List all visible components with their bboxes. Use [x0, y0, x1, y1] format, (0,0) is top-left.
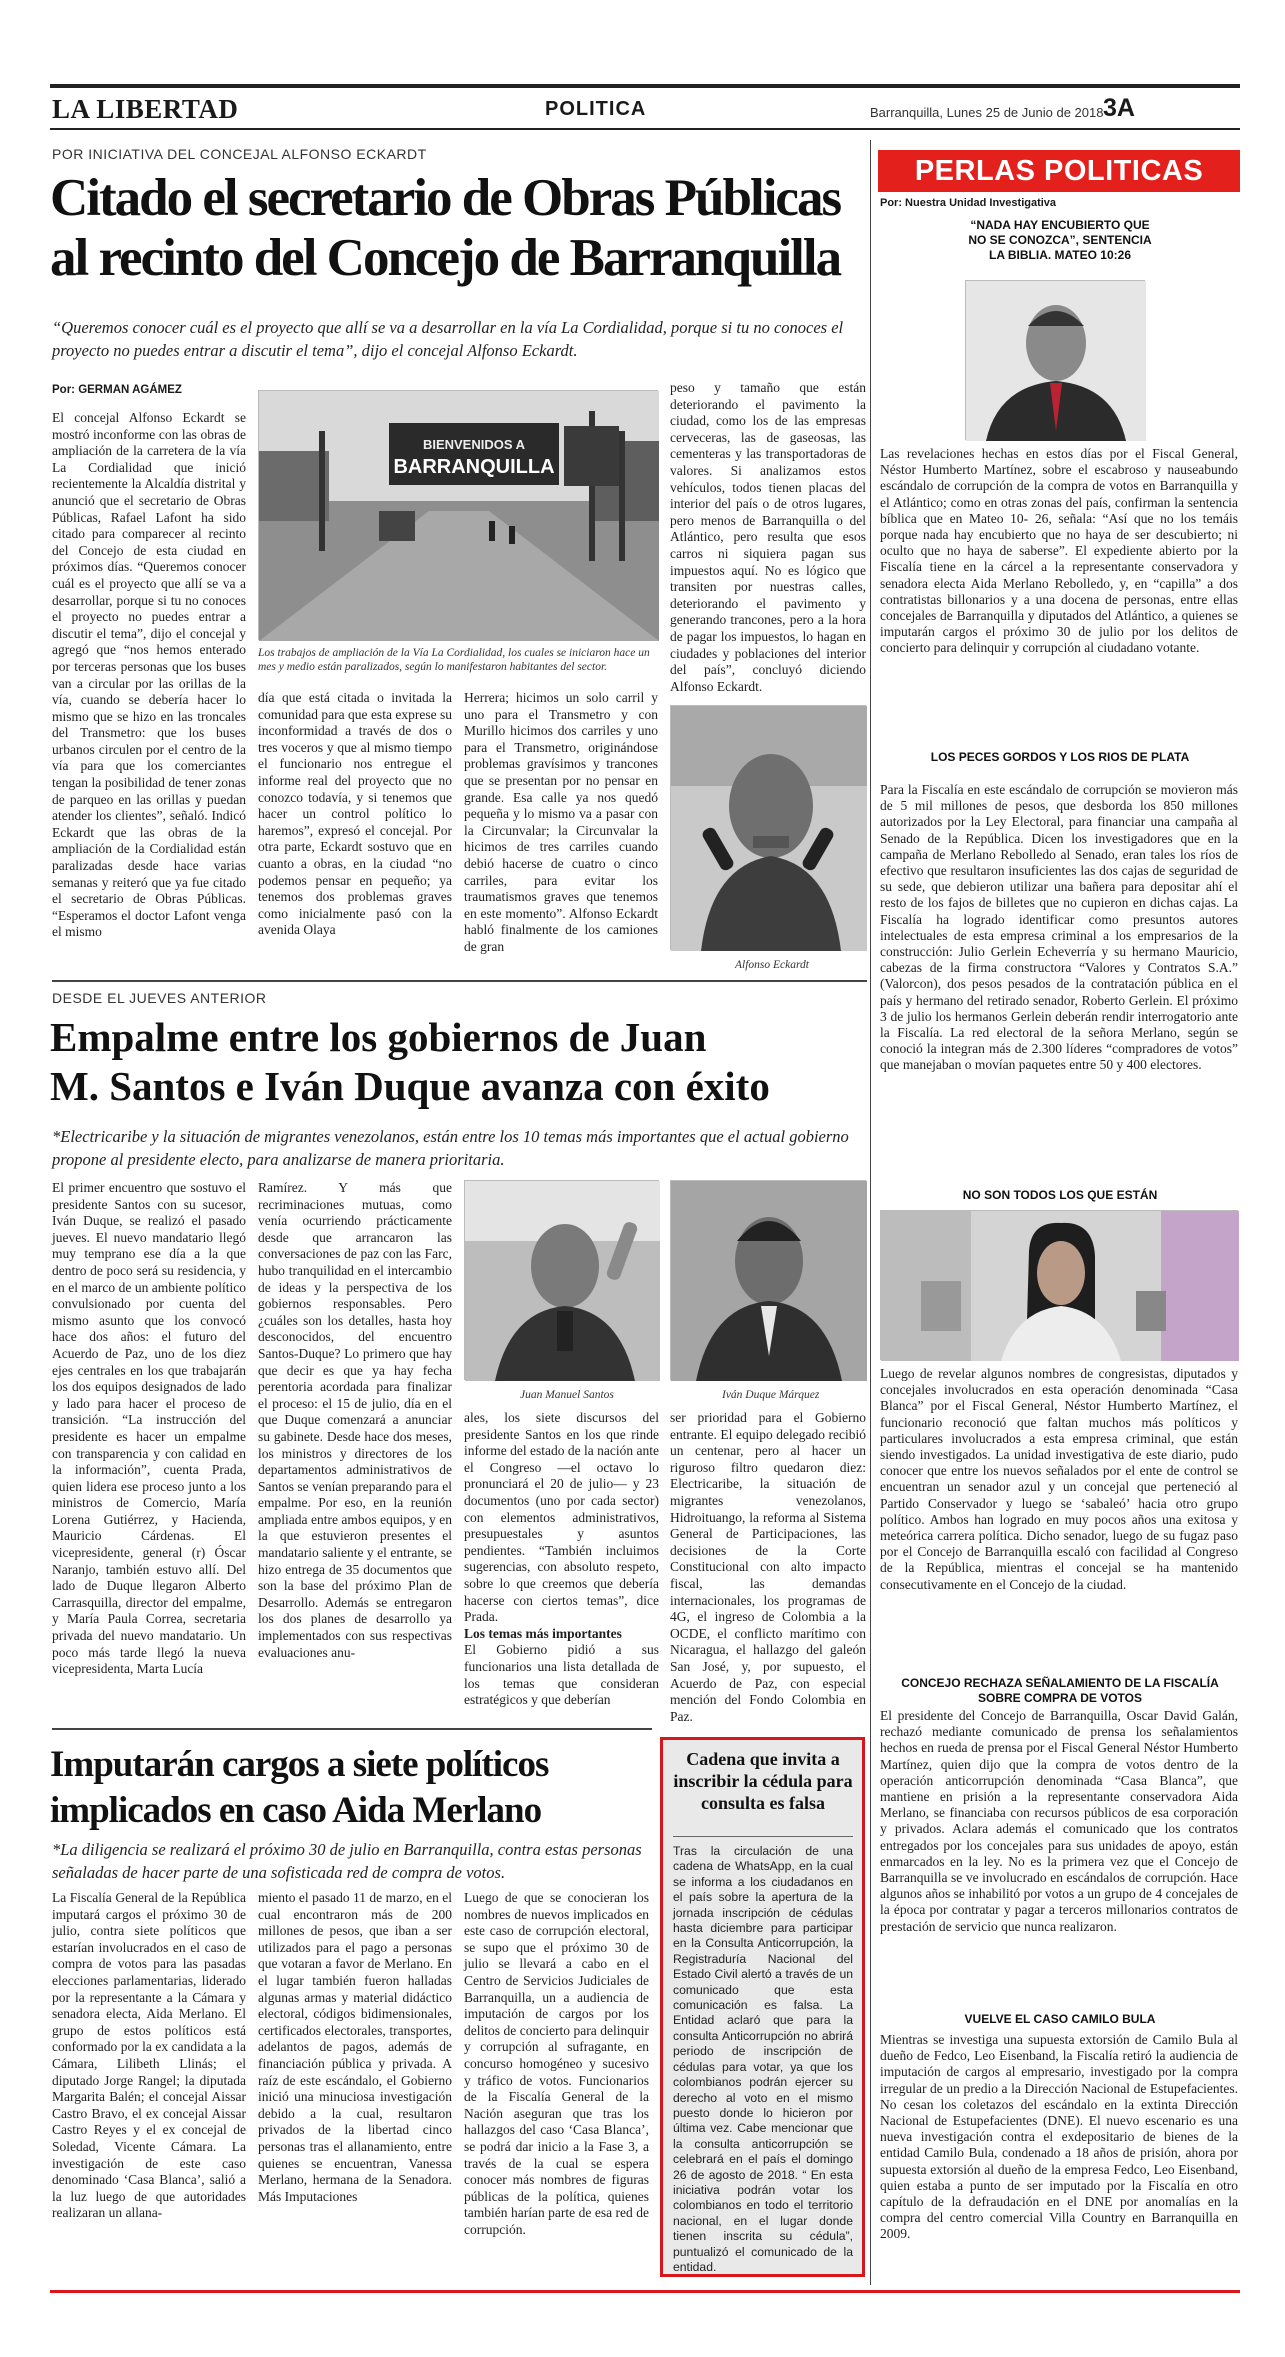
article2-headline	[50, 1013, 870, 1111]
fake-whatsapp-box-title: Cadena que invita a inscribir la cédula para consulta es falsa	[673, 1749, 853, 1813]
santos-portrait-illustration	[465, 1181, 660, 1381]
article2-column-3-text: ales, los siete discursos del presidente Santos en los que rinde informe del estado de la nación ante el Congreso —el octavo lo pronunciará el 20 de julio— y 23 documentos (uno por cada sector) con elementos administrativos, presupuestales y asuntos pendientes. “También incluimos sugerencias, con absoluto respeto, sobre lo que creemos que debería hacerse con ciertos temas”, dice Prada.	[464, 1410, 659, 1625]
article1-column-3: Herrera; hicimos un solo carril y uno para el Transmetro y con Murillo hicimos dos carriles y uno para el Transmetro, originándose problemas gravísimos y trancones que se presentan por no pensar en grande. Esa calle ya nos quedó pequeña y lo mismo va a pasar con la Circunvalar; la Circunvalar la hicimos de tres carriles cuando debió hacerse de cuatro o cinco carriles, para evitar los traumatismos graves que tenemos en este momento”. Alfonso Eckardt habló finalmente de los camiones de gran	[464, 690, 658, 954]
top-rule	[50, 84, 1240, 88]
article2-column-3	[464, 1410, 659, 1730]
article2-subhead: Los temas más importantes	[464, 1625, 622, 1641]
article3-headline-line1: Imputarán cargos a siete políticos	[50, 1744, 549, 1785]
sidebar-fiscal-photo	[965, 280, 1145, 440]
article1-column-4: peso y tamaño que están deteriorando el pavimento la ciudad, como los de las empresas cerveceras, las de gaseosas, las cementeras y las transportadoras de valores. Si analizamos estos vehículos, todos tienen placas del interior del país o de otros lugares, pero menos de Barranquilla o del Atlántico, pero resulta que esos carros ni siquiera pagan sus impuestos aquí. No es lógico que transiten por nuestras calles, deteriorando el pavimento y generando trancones, pero a la hora de pagar los impuestos, lo hagan en ciudades y poblaciones del interior del país”, concluyó diciendo Alfonso Eckardt.	[670, 380, 866, 694]
article1-road-photo-caption: Los trabajos de ampliación de la Vía La Cordialidad, los cuales se iniciaron hace un mes y medio están paralizados, según lo manifestaron habitantes del sector.	[258, 647, 650, 673]
article-separator-1	[52, 980, 867, 982]
article1-deck: “Queremos conocer cuál es el proyecto que allí se va a desarrollar en la vía La Cordialidad, porque si tu no conoces el proyecto no puedes entrar a discutir el tema”, dijo el concejal Alfonso Eckardt.	[52, 318, 844, 360]
sidebar-quote-title: “NADA HAY ENCUBIERTO QUE NO SE CONOZCA”, SENTENCIA LA BIBLIA. MATEO 10:26	[968, 218, 1152, 262]
article2-headline-line2: M. Santos e Iván Duque avanza con éxito	[50, 1063, 770, 1109]
sidebar-text-3: Luego de revelar algunos nombres de congresistas, diputados y concejales involucrados en esta operación denominada “Casa Blanca” por el Fiscal General, Néstor Humberto Martínez, el funcionario reconoció que faltan muchos más políticos y particulares involucrados a esta empresa criminal, que están siendo investigados. La unidad investigativa de este diario, pudo conocer que entre los nuevos señalados por el ente de control se encuentran un senador azul y un concejal que perteneció al Partido Conservador y luego se ‘sabaleó’ hacia otro grupo político. Ambos han logrado en muy pocos años una exitosa y meteórica carrera política. Dicho senador, luego de su fugaz paso por el Concejo de Barranquilla escaló con facilidad al Congreso de la República, mientras el concejal se ha mantenido consecutivamente en el Concejo de la ciudad.	[880, 1366, 1238, 1592]
article2-column-3-after: El Gobierno pidió a sus funcionarios una lista detallada de los temas que consideran estratégicos y que deberían	[464, 1642, 659, 1708]
sidebar-text-5: Mientras se investiga una supuesta extorsión de Camilo Bula al dueño de Fedco, Leo Eisenband, la Fiscalía retiró la audiencia de imputación de cargos al empresario, investigado por la compra irregular de un predio a la Dirección Nacional de Estupefacientes. No cesan los coletazos del escándalo en la extinta Dirección Nacional de Estupefacientes (DNE). El nuevo escenario es una nueva investigación contra el exdepositario de bienes de la entidad Camilo Bula, condenado a 18 años de prisión, ahora por supuesta extorsión al dueño de la empresa Fedco, Leo Eisenband, quien estaba a punto de ser imputado por la Fiscalía en otro capítulo de la defraudación en el DNE por anomalías en la compra del centro comercial Villa Country en Barranquilla en 2009.	[880, 2032, 1238, 2242]
article2-column-4: ser prioridad para el Gobierno entrante. El equipo delegado recibió un centenar, pero al hacer un riguroso filtro quedaron diez: Electricaribe, la situación de migrantes venezolanos, Hidroituango, la reforma al Sistema General de Participaciones, las decisiones de la Corte Constitucional con alto impacto fiscal, las demandas internacionales, los programas de 4G, el ingreso de Colombia a la OCDE, el conflicto marítimo con Nicaragua, el hallazgo del galeón San José, y, por supuesto, el Acuerdo de Paz, con especial mención del Fondo Colombia en Paz.	[670, 1410, 866, 1724]
sidebar-divider	[870, 140, 871, 2285]
article3-deck: *La diligencia se realizará el próximo 30 de julio en Barranquilla, contra estas personas señaladas de hacer parte de una sofisticada red de compra de votos.	[52, 1840, 642, 1882]
article3-headline	[50, 1742, 660, 1834]
article3-headline-line2: implicados en caso Aida Merlano	[50, 1790, 542, 1831]
article3-column-3: Luego de que se conocieran los nombres de nuevos implicados en este caso de corrupción electoral, se supo que el próximo 30 de julio se llevará a cabo en el Centro de Servicios Judiciales de Barranquilla, un a audiencia de imputación de cargos por los delitos de concierto para delinquir y corrupción al sufragante, en concurso homogéneo y sucesivo y tráfico de votos. Funcionarios de la Fiscalía General de la Nación aseguran que tras los hallazgos del caso ‘Casa Blanca’, se podrá dar inicio a la Fase 3, a través de la cual se espera conocer más nombres de figuras públicas de la política, quienes también harían parte de esa red de corrupción.	[464, 1890, 649, 2237]
article2-column-2: Ramírez. Y más que recriminaciones mutuas, como venía ocurriendo prácticamente desde que arrancaron las conversaciones de paz con las Farc, hubo tranquilidad en el intercambio de ideas y la perspectiva de los gobiernos responsables. Pero ¿cuáles son los detalles, hasta hoy desconocidos, del encuentro Santos-Duque? Lo primero que hay que decir es que ya hay fecha perentoria acordada para finalizar el proceso: el 15 de julio, día en el que Duque comenzará a anunciar su gabinete. Desde hace dos meses, los ministros y directores de los departamentos administrativos de Santos se venían preparando para el empalme. Por eso, en la reunión ampliada entre ambos equipos, y en la que estuvieron presentes el mandatario saliente y el entrante, se hizo entrega de 35 documentos que son la base del próximo Plan de Desarrollo. Además se entregaron los dos planes de desarrollo ya implementados con sus respectivas evaluaciones anu-	[258, 1180, 452, 1660]
sidebar-subhead-camilo-bula: VUELVE EL CASO CAMILO BULA	[964, 2012, 1156, 2026]
fake-whatsapp-box-rule	[673, 1836, 853, 1837]
article2-duque-caption: Iván Duque Márquez	[722, 1389, 820, 1401]
article1-kicker: POR INICIATIVA DEL CONCEJAL ALFONSO ECKARDT	[52, 146, 427, 162]
merlano-portrait-illustration	[881, 1211, 1239, 1361]
sidebar-merlano-photo	[880, 1210, 1238, 1360]
road-sign-welcome: BIENVENIDOS A	[422, 437, 526, 452]
masthead: LA LIBERTAD	[52, 94, 239, 124]
article1-eckardt-caption: Alfonso Eckardt	[735, 959, 809, 971]
article2-santos-photo	[464, 1180, 659, 1380]
article1-road-photo	[258, 390, 658, 640]
dateline: Barranquilla, Lunes 25 de Junio de 2018	[870, 105, 1104, 120]
article2-headline-line1: Empalme entre los gobiernos de Juan	[50, 1014, 707, 1060]
fake-whatsapp-box-text: Tras la circulación de una cadena de WhatsApp, en la cual se informa a los ciudadanos en el país sobre la apertura de la jornada inscripción de cédulas hasta diciembre para participar en la Consulta Anticorrupción, la Registraduría Nacional del Estado Civil alertó a través de un comunicado que esta comunicación es falsa. La Entidad aclaró que para la consulta Anticorrupción no abrirá periodo de inscripción de cédulas para votar, ya que los colombianos podrán ejercer su derecho al voto en el mismo puesto donde lo hicieron por última vez. Cabe mencionar que la consulta anticorrupción se celebrará en el país el domingo 26 de agosto de 2018. “ En esta iniciativa podrán votar los colombianos en todo el territorio nacional, en el lugar donde tienen inscrita su cédula”, puntualizó el comunicado de la entidad.	[673, 1844, 853, 2274]
article1-headline-line1: Citado el secretario de Obras Públicas	[50, 169, 841, 227]
sidebar-subhead-concejo-rechaza: CONCEJO RECHAZA SEÑALAMIENTO DE LA FISCALÍA SOBRE COMPRA DE VOTOS	[901, 1676, 1219, 1705]
bottom-rule	[50, 2290, 1240, 2293]
perlas-politicas-byline: Por: Nuestra Unidad Investigativa	[880, 197, 1057, 209]
article1-byline: Por: GERMAN AGÁMEZ	[52, 384, 182, 396]
header-rule	[50, 128, 1240, 130]
article1-column-2: día que está citada o invitada la comunidad para que esta exprese su inconformidad a través de dos o tres voceros y que al mismo tiempo el funcionario nos entregue el informe real del proyecto que no conozco todavía, y si tenemos que hacer un control político lo haremos”, expresó el concejal. Por otra parte, Eckardt sostuvo que en cuanto a obras, en la ciudad “no podemos pensar en pequeño; ya tenemos dos problemas graves como inicialmente pasó con la avenida Olaya	[258, 690, 452, 938]
article1-headline	[50, 168, 870, 288]
article3-column-2: miento el pasado 11 de marzo, en el cual encontraron más de 200 millones de pesos, que iban a ser utilizados para el pago a personas que votaran a favor de Merlano. En el lugar también fueron halladas algunas armas y material didáctico electoral, códigos bidimensionales, certificados electorales, transportes, adelantos de pagos, además de financiación pública y privada. A raíz de este escándalo, el Gobierno inició una minuciosa investigación debido a la cual, resultaron privados de la libertad cinco personas tras el allanamiento, entre quienes se encuentran, Vanessa Merlano, hermana de la Senadora. Más Imputaciones	[258, 1890, 452, 2204]
sidebar-text-2: Para la Fiscalía en este escándalo de corrupción se movieron más de 5 mil millones de pesos, que desborda los 850 millones autorizados por la Ley Electoral, para financiar una campaña al Senado de la República. Dicen los investigadores que en la campaña de Merlano Rebolledo al Senado, eran tales los ríos de efectivo que resultaron insuficientes las dos cajas de seguridad de su sede, que debieron utilizar una bañera para depositar ahí el resto de los fajos de billetes que no cupieron en dichas cajas. La Fiscalía ha logrado identificar como presuntos autores intelectuales de esta empresa criminal a los empresarios de la construcción: Julio Gerlein Echeverría y su hermano Mauricio, cabezas de la firma constructora “Valores y Contratos S.A.” (Valorcon), dos pesos pesados de la contratación pública en el país y hermano del retirado senador, Roberto Gerlein. El próximo 3 de julio los hermanos Gerlein deberán rendir interrogatorio ante la Fiscalía. La red electoral de la señora Merlano, según se conoció la integran más de 2.300 líderes “compradores de votos” que manejaban o movían paquetes entre 50 y 400 electores.	[880, 782, 1238, 1073]
article2-kicker: DESDE EL JUEVES ANTERIOR	[52, 990, 267, 1006]
road-sign-city: BARRANQUILLA	[393, 456, 555, 478]
article1-headline-line2: al recinto del Concejo de Barranquilla	[50, 229, 841, 287]
article-separator-2	[52, 1728, 652, 1730]
duque-portrait-illustration	[671, 1181, 867, 1381]
fiscal-portrait-illustration	[966, 281, 1146, 441]
section-name: POLITICA	[545, 98, 647, 120]
article2-santos-caption: Juan Manuel Santos	[520, 1389, 614, 1401]
sidebar-subhead-no-son-todos: NO SON TODOS LOS QUE ESTÁN	[962, 1188, 1158, 1202]
article3-column-1: La Fiscalía General de la República imputará cargos el próximo 30 de julio, contra siete políticos que estarían involucrados en el caso de compra de votos para las pasadas elecciones parlamentarias, liderado por la representante a la Cámara y senadora electa, Aida Merlano. El grupo de estos políticos está conformado por la ex candidata a la Cámara, Lilibeth Llinás; el diputado Jorge Rangel; la diputada Margarita Balén; el concejal Aissar Castro Bravo, el ex concejal Aissar Castro Reyes y el ex concejal de Soledad, Vicente Cámara. La investigación de este caso denominado ‘Casa Blanca’, salió a la luz luego de que autoridades realizaran un allana-	[52, 1890, 246, 2221]
article1-eckardt-photo	[670, 705, 866, 950]
article2-duque-photo	[670, 1180, 866, 1380]
article2-deck: *Electricaribe y la situación de migrantes venezolanos, están entre los 10 temas más importantes que el actual gobierno propone al presidente electo, para analizarse de manera prioritaria.	[52, 1127, 849, 1169]
sidebar-text-4: El presidente del Concejo de Barranquilla, Oscar David Galán, rechazó mediante comunicado de prensa los señalamientos hechos en rueda de prensa por el Fiscal General Néstor Humberto Martínez, quien dijo que la compra de votos dentro de la operación anticorrupción denominada “Casa Blanca”, que mantiene en prisión a la representante conservadora Aida Merlano, se financiaba con recursos públicos de esa corporación y privados. Aclara además el comunicado que los contratos entregados por los concejales para sus unidades de apoyo, están enmarcados en la ley. No es la primera vez que el Concejo de Barranquilla se ve involucrado en escándalos de corrupción. Hace algunos años se inhabilitó por votos a un grupo de 4 concejales de la época por contratar y pagar a terceros millonarios contratos de prestación de servicio que nunca realizaron.	[880, 1708, 1238, 1934]
article2-column-1: El primer encuentro que sostuvo el presidente Santos con su sucesor, Iván Duque, se realizó el pasado jueves. El nuevo mandatario llegó muy temprano ese día a la que dentro de poco será su residencia, y en el marco de un ambiente político convulsionado por cuenta del mismo asunto que los convocó hace dos años: el futuro del Acuerdo de Paz, uno de los diez ejes centrales en los que trabajarán los dos equipos designados de lado y lado para hacer el proceso de transición. “La instrucción del presidente es hacer un empalme con transparencia y con calidad en la información”, cuenta Prada, quien lidera ese proceso junto a los ministros de Comercio, María Lorena Gutiérrez, y Hacienda, Mauricio Cárdenas. El vicepresidente, general (r) Óscar Naranjo, también estuvo allí. Del lado de Duque llegaron Alberto Carrasquilla, director del empalme, y María Paula Correa, secretaria privada del nuevo mandatario. Un poco más tarde llegó la nueva vicepresidenta, Marta Lucía	[52, 1180, 246, 1677]
perlas-politicas-banner: PERLAS POLITICAS	[878, 150, 1240, 192]
fake-whatsapp-box	[660, 1737, 865, 2277]
sidebar-subhead-peces-gordos: LOS PECES GORDOS Y LOS RIOS DE PLATA	[930, 750, 1190, 764]
sidebar-text-1: Las revelaciones hechas en estos días por el Fiscal General, Néstor Humberto Martínez, sobre el escabroso y nauseabundo escándalo de corrupción de la compra de votos en Barranquilla y el Atlántico; como en otras zonas del país, confirman la sentencia bíblica que en Mateo 10- 26, señala: “Así que no los temáis porque nada hay encubierto que no haya de ser descubierto; ni oculto que no haya de saberse”. El expediente abierto por la Fiscalía tiene en la cárcel a la representante conservadora y senadora electa Aida Merlano Rebolledo, y, en “capilla” a dos contratistas billonarios y a una docena de personas, entre ellas concejales de Barranquilla y diputados del Atlántico, a quienes se imputarán cargos el próximo 30 de julio por los delitos de concierto para delinquir y corrupción al ciudadano votante.	[880, 446, 1238, 656]
page-number: 3A	[1103, 94, 1135, 122]
article1-column-1: El concejal Alfonso Eckardt se mostró inconforme con las obras de ampliación de la carretera de la vía La Cordialidad que inició recientemente la Alcaldía distrital y anunció que el secretario de Obras Públicas, Rafael Lafont ha sido citado para comparecer al recinto del Concejo de esta ciudad en próximos días. “Queremos conocer cuál es el proyecto que allí se va a desarrollar, porque si tu no conoces el proyecto no puedes entrar a discutir el tema”, dijo el concejal y agregó que “nos hemos enterado por terceras personas que los buses van a circular por las orillas de la vía, cuando se debería hacer lo mismo que se hizo en las troncales del Transmetro: que los buses urbanos circulen por el centro de la vía para que los comerciantes tengan la posibilidad de tener zonas de parqueo en las orillas y puedan atender los clientes”, señaló. Indicó Eckardt que las obras de la ampliación de la Cordialidad están paralizadas desde hace varias semanas y reiteró que ya fue citado el secretario de Obras Públicas. “Esperamos el doctor Lafont venga el mismo	[52, 410, 246, 940]
eckardt-portrait-illustration	[671, 706, 867, 951]
road-photo-illustration	[259, 391, 659, 641]
